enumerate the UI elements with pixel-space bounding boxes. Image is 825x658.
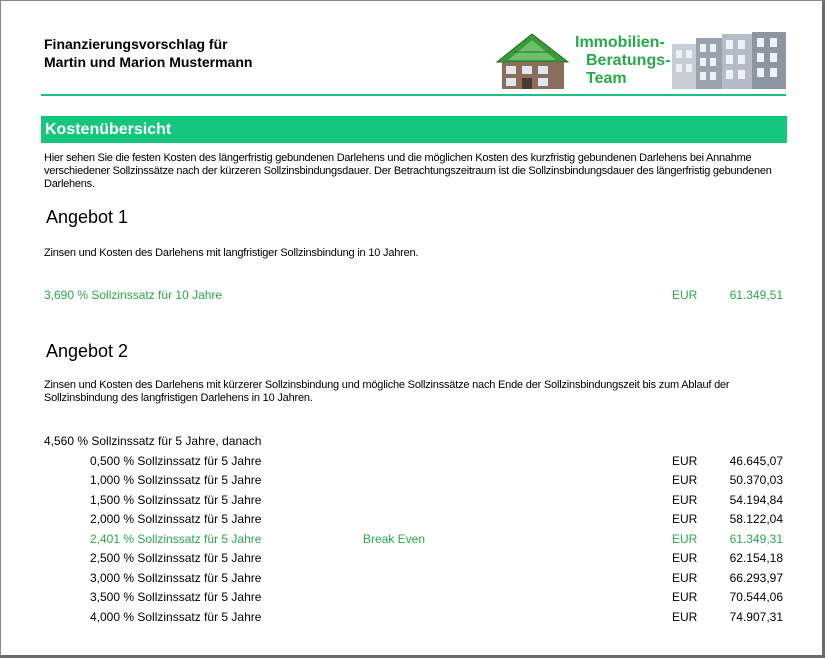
- rate-amount: 62.154,18: [729, 551, 783, 565]
- rate-label: 1,500 % Sollzinssatz für 5 Jahre: [90, 493, 262, 507]
- offer-1-row: [44, 287, 789, 303]
- offer-2-description: Zinsen und Kosten des Darlehens mit kürzerer Sollzinsbindung und mögliche Sollzinssätze nach Ende der Sollzinsbindungszeit bis zum Ablauf der Sollzinsbindung des langfristigen Darlehens in 10 Jahren.: [44, 379, 730, 404]
- table-row: [44, 570, 789, 586]
- title-line-2: Martin und Marion Mustermann: [44, 54, 253, 70]
- rate-currency: EUR: [672, 493, 698, 507]
- logo-text-line-2: Beratungs-: [586, 52, 671, 69]
- rate-amount: 66.293,97: [729, 571, 783, 585]
- offer-1-currency: EUR: [672, 288, 698, 302]
- rate-amount: 70.544,06: [729, 590, 783, 604]
- rate-amount: 46.645,07: [729, 454, 783, 468]
- rate-amount: 61.349,31: [729, 532, 783, 546]
- rate-amount: 50.370,03: [729, 473, 783, 487]
- rate-label: 1,000 % Sollzinssatz für 5 Jahre: [90, 473, 262, 487]
- rate-label: 2,500 % Sollzinssatz für 5 Jahre: [90, 551, 262, 565]
- offer-2-lead: [44, 433, 789, 449]
- rate-currency: EUR: [672, 590, 698, 604]
- rate-currency: EUR: [672, 571, 698, 585]
- table-row: [44, 589, 789, 605]
- offer-1-title: Angebot 1: [46, 207, 129, 227]
- rate-label: 3,500 % Sollzinssatz für 5 Jahre: [90, 590, 262, 604]
- table-row: [44, 511, 789, 527]
- logo-text-line-3: Team: [586, 70, 627, 87]
- rate-currency: EUR: [672, 473, 698, 487]
- rate-label: 4,000 % Sollzinssatz für 5 Jahre: [90, 610, 262, 624]
- table-row: [44, 453, 789, 469]
- rate-label: 0,500 % Sollzinssatz für 5 Jahre: [90, 454, 262, 468]
- offer-1-description: Zinsen und Kosten des Darlehens mit langfristiger Sollzinsbindung in 10 Jahren.: [44, 247, 419, 259]
- offer-1-amount: 61.349,51: [729, 288, 783, 302]
- rate-label: 2,000 % Sollzinssatz für 5 Jahre: [90, 512, 262, 526]
- section-title: Kostenübersicht: [41, 116, 787, 143]
- offer-2-lead-label: 4,560 % Sollzinssatz für 5 Jahre, danach: [44, 434, 262, 448]
- section-intro: Hier sehen Sie die festen Kosten des längerfristig gebundenen Darlehens und die möglichen Kosten des kurzfristig gebundenen Darlehens bei Annahme verschiedener Sollzinssätze nach der kürzeren Sollzinsbindungsdauer. Der Betrachtungszeitraum ist die Sollzinsbindungsdauer des längerfristig gebundenen Darlehens.: [44, 152, 772, 190]
- company-logo: [494, 22, 786, 92]
- break-even-note: Break Even: [363, 532, 426, 546]
- rate-currency: EUR: [672, 512, 698, 526]
- rate-amount: 58.122,04: [729, 512, 783, 526]
- document-title: [44, 35, 252, 71]
- table-row: [44, 472, 789, 488]
- rate-currency: EUR: [672, 454, 698, 468]
- logo-text: [575, 34, 670, 88]
- table-row: [44, 550, 789, 566]
- offer-2-title: Angebot 2: [46, 341, 129, 361]
- table-row: [44, 492, 789, 508]
- offer-1-label: 3,690 % Sollzinssatz für 10 Jahre: [44, 288, 223, 302]
- logo-text-line-1: Immobilien-: [575, 34, 665, 51]
- table-row-break-even: [44, 531, 789, 547]
- rate-amount: 74.907,31: [729, 610, 783, 624]
- title-line-1: Finanzierungsvorschlag für: [44, 36, 228, 52]
- header-divider: [41, 94, 786, 96]
- rate-amount: 54.194,84: [729, 493, 783, 507]
- rate-currency: EUR: [672, 551, 698, 565]
- rate-currency: EUR: [672, 532, 698, 546]
- rate-currency: EUR: [672, 610, 698, 624]
- rate-label: 2,401 % Sollzinssatz für 5 Jahre: [90, 532, 262, 546]
- rate-label: 3,000 % Sollzinssatz für 5 Jahre: [90, 571, 262, 585]
- table-row: [44, 609, 789, 625]
